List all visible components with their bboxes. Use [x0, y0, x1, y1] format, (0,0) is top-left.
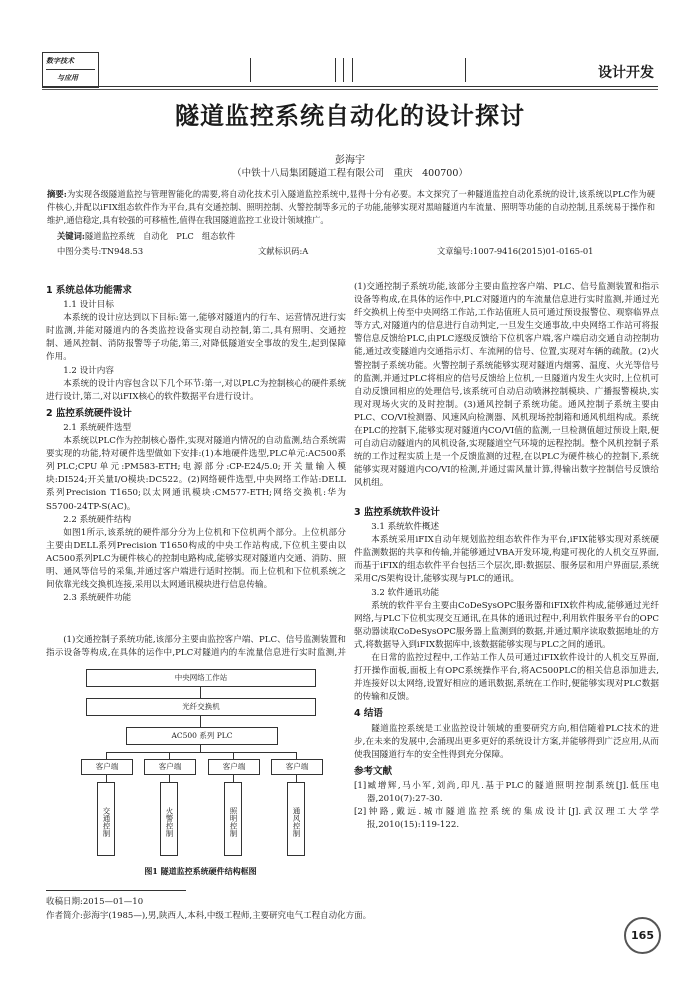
fire-control-box: 火警控制	[160, 782, 178, 856]
connector	[106, 752, 296, 753]
paragraph: 系统的软件平台主要由CoDeSysOPC服务器和iFIX软件构成,能够通过光纤网络,与PLC下位机实现交互通讯,在具体的通讯过程中,利用软件服务平台的OPC驱动器读取CoDeSysOPC服务器上监测到的数据,并通过顺序读取数据地址的方式,将数据导入到iFIX数据库中,该数据能够实现与PLC之间的通讯。	[354, 600, 659, 650]
journal-line1: 数字技术	[46, 56, 74, 65]
left-column	[46, 281, 346, 605]
subsection-heading: 3.2 软件通讯功能	[371, 587, 440, 598]
keywords-label: 关键词:	[57, 231, 85, 241]
right-column	[354, 281, 659, 491]
plc-box: AC500 系列 PLC	[126, 727, 278, 745]
section-heading: 2 监控系统硬件设计	[46, 407, 132, 419]
abstract-label: 摘要:	[47, 189, 67, 199]
connector	[200, 744, 201, 752]
journal-line2: 与应用	[57, 73, 78, 82]
document-code: 文献标识码:A	[258, 246, 309, 256]
section-heading: 3 监控系统软件设计	[354, 507, 440, 518]
keywords-text: 隧道监控系统 自动化 PLC 组态软件	[84, 231, 236, 241]
connector	[169, 752, 170, 759]
section-heading: 4 结语	[354, 708, 383, 720]
fiber-switch-box: 光纤交换机	[86, 698, 316, 716]
references-heading: 参考文献	[354, 765, 393, 777]
subsection-heading: 1.2 设计内容	[63, 365, 114, 376]
paragraph: 本系统的设计内容包含以下几个环节:第一,对以PLC为控制核心的硬件系统进行设计,第二,对以iFIX核心的软件数据平台进行设计。	[46, 378, 346, 402]
left-paragraph-tail	[46, 634, 346, 660]
connector	[233, 774, 234, 782]
subsection-heading: 2.2 系统硬件结构	[63, 514, 132, 525]
right-column-lower	[354, 503, 659, 832]
reference-item: [2]钟路,戴远.城市隧道监控系统的集成设计[J].武汉理工大学学报,2010(15):119-122.	[354, 807, 659, 831]
paragraph: 在日常的监控过程中,工作站工作人员可通过iFIX软件设计的人机交互界面,打开操作面板,面板上有OPC系统操作平台,将AC500PLC的相关信息添加进去,并连接好以太网络,设置好相应的通讯数据,系统在工作时,便能够实现对PLC数据的传输和反馈。	[354, 653, 659, 703]
connector	[106, 752, 107, 759]
paragraph: 隧道监控系统是工业监控设计领域的重要研究方向,相信随着PLC技术的进步,在未来的发展中,会涌现出更多更好的系统设计方案,并能够得到广泛应用,从而使我国隧道行车的安全性得到充分保障。	[354, 723, 659, 760]
references	[354, 780, 659, 832]
connector	[200, 686, 201, 698]
abstract-text: 为实现各级隧道监控与管理智能化的需要,将自动化技术引入隧道监控系统中,显得十分有必要。本文探究了一种隧道监控自动化系统的设计,该系统以PLC作为硬件核心,并配以iFIX组态软件作为平台,具有交通控制、照明控制、火警控制等多元的子功能,能够实现对黑暗隧道内车流量、照明等功能的自动控制,且系统易于操作和维护,通信稳定,具有较强的可移植性,值得在我国隧道监控工业设计领域推广。	[47, 189, 655, 225]
client-box: 客户端	[208, 759, 260, 775]
connector	[200, 715, 201, 727]
author: 彭海宇	[335, 155, 365, 166]
paper-title: 隧道监控系统自动化的设计探讨	[175, 101, 525, 130]
article-number: 文章编号:1007-9416(2015)01-0165-01	[437, 246, 594, 256]
paragraph: 本系统的设计应达到以下目标:第一,能够对隧道内的行车、运营情况进行实时监测,并能对隧道内的各类监控设备实现自动控制,第二,具有照明、交通控制、通风控制、消防报警等子功能,第三,对降低隧道安全事故的发生,起到保障作用。	[46, 313, 346, 363]
subsection-heading: 3.1 系统软件概述	[371, 522, 440, 533]
subsection-heading: 2.3 系统硬件功能	[63, 593, 132, 604]
paragraph-continued: (1)交通控制子系统功能,该部分主要由监控客户端、PLC、信号监测装置和指示设备等构成,在具体的运作中,PLC对隧道内的车流量信息进行实时监测,并通过光纤交换机上传至中央网络工作站,工作站值班人员可通过预设报警位、观察临界点等方式,对隧道内的信息进行自动判定,一旦发生交通事故,中央网络工作站可将报警信息反馈给PLC,由PLC逐级反馈给下位机客户端,客户端启动交通自动控制功能,通过改变隧道内交通指示灯、车流闸的信号、位置,实现对车辆的疏散。(2)火警控制子系统功能。火警控制子系统能够实现对隧道内烟雾、温度、火光等信号的监测,并通过PLC将相应的信号反馈给上位机,一旦隧道内发生火灾时,上位机可自动反馈回相应的处理信号,该系统可自动启动喷淋控制模块、广播报警模块,实现对现场火灾的及时控制。(3)通风控制子系统功能。通风控制子系统主要由PLC、CO/VI检测器、风速风向检测器、风机现场控制箱和通风机组构成。系统在PLC的控制下,能够实现对隧道内CO/VI值的监测,一旦检测值超过预设上限,便可自动启动隧道内的风机设备,实现隧道空气环境的远程控制。整个风机控制子系统的工作过程实质上是一个反馈监测的过程,在以PLC为硬件核心的控制下,系统能够实现对隧道内CO/VI的检测,并通过需风量计算,得输出数字控制信号反馈给风机组。	[354, 282, 659, 489]
connector	[169, 774, 170, 782]
subsection-heading: 2.1 系统硬件选型	[63, 422, 132, 433]
footnote-rule	[46, 890, 186, 891]
header-rule-thin	[42, 89, 658, 90]
figure-1	[78, 667, 323, 863]
reference-item: [1]臧增辉,马小军,刘尚,印凡.基于PLC的隧道照明控制系统[J].低压电器,2010(7):27-30.	[354, 780, 659, 804]
paragraph: 本系统以PLC作为控制核心器件,实现对隧道内情况的自动监测,结合系统需要实现的功能,特对硬件选型做如下安排:(1)本地硬件选型,PLC单元:AC500系列PLC;CPU单元:PM583-ETH;电源部分:CP-E24/5.0;开关量输入模块:DI524;开关量I/O模块:DC522。(2)网络硬件选型,中央网络工作站:DELL系列Precision T1650;以太网通讯模块:CM577-ETH;网络交换机:华为S5700-24TP-S(AC)。	[46, 436, 346, 512]
header-rule	[42, 86, 658, 87]
connector	[233, 752, 234, 759]
traffic-control-box: 交通控制	[97, 782, 115, 856]
paragraph: (1)交通控制子系统功能,该部分主要由监控客户端、PLC、信号监测装置和指示设备等构成,在具体的运作中,PLC对隧道内的车流量信息进行实时监测,并	[46, 635, 346, 659]
central-workstation-box: 中央网络工作站	[86, 669, 316, 687]
lighting-control-box: 照明控制	[224, 782, 242, 856]
section-heading: 1 系统总体功能需求	[46, 285, 132, 296]
connector	[106, 774, 107, 782]
page-number: 165	[624, 917, 661, 954]
clc-number: 中图分类号:TN948.53	[57, 246, 144, 256]
ventilation-control-box: 通风控制	[287, 782, 305, 856]
client-box: 客户端	[271, 759, 323, 775]
column-name: 设计开发	[598, 65, 654, 81]
client-box: 客户端	[81, 759, 133, 775]
abstract	[47, 188, 655, 227]
connector	[296, 752, 297, 759]
author-bio: 作者简介:彭海宇(1985—),男,陕西人,本科,中级工程师,主要研究电气工程自动化方面。	[46, 911, 372, 921]
subsection-heading: 1.1 设计目标	[63, 300, 114, 311]
keywords	[57, 230, 235, 242]
connector	[296, 774, 297, 782]
affiliation: （中铁十八局集团隧道工程有限公司 重庆 400700）	[232, 168, 468, 179]
received-date: 收稿日期:2015—01—10	[46, 897, 144, 907]
paragraph: 本系统采用iFIX自动年规划监控组态软件作为平台,iFIX能够实现对系统硬件监测数据的共享和传输,并能够通过VBA开发环境,构建可视化的人机交互界面,而基于iFIX的组态软件平台包括三个层次,即:数据层、服务层和用户界面层,系统采用C/S架构设计,能够实现与PLC的通讯。	[354, 535, 659, 585]
paragraph: 如图1所示,该系统的硬件部分分为上位机和下位机两个部分。上位机部分主要由DELL系列Precision T1650构成的中央工作站构成,下位机主要由以AC500系列PLC为硬件核心的控制电路构成,能够实现对隧道内交通、消防、照明、通风等信号的采集,并通过客户端进行适时控制。而上位机和下位机系统之间依靠光线交换机连接,采用以太网通讯模块进行信息传输。	[46, 527, 346, 591]
logo-divider	[46, 69, 95, 70]
journal-logo	[42, 52, 99, 88]
client-box: 客户端	[144, 759, 196, 775]
figure-caption: 图1 隧道监控系统硬件结构框图	[144, 866, 257, 876]
